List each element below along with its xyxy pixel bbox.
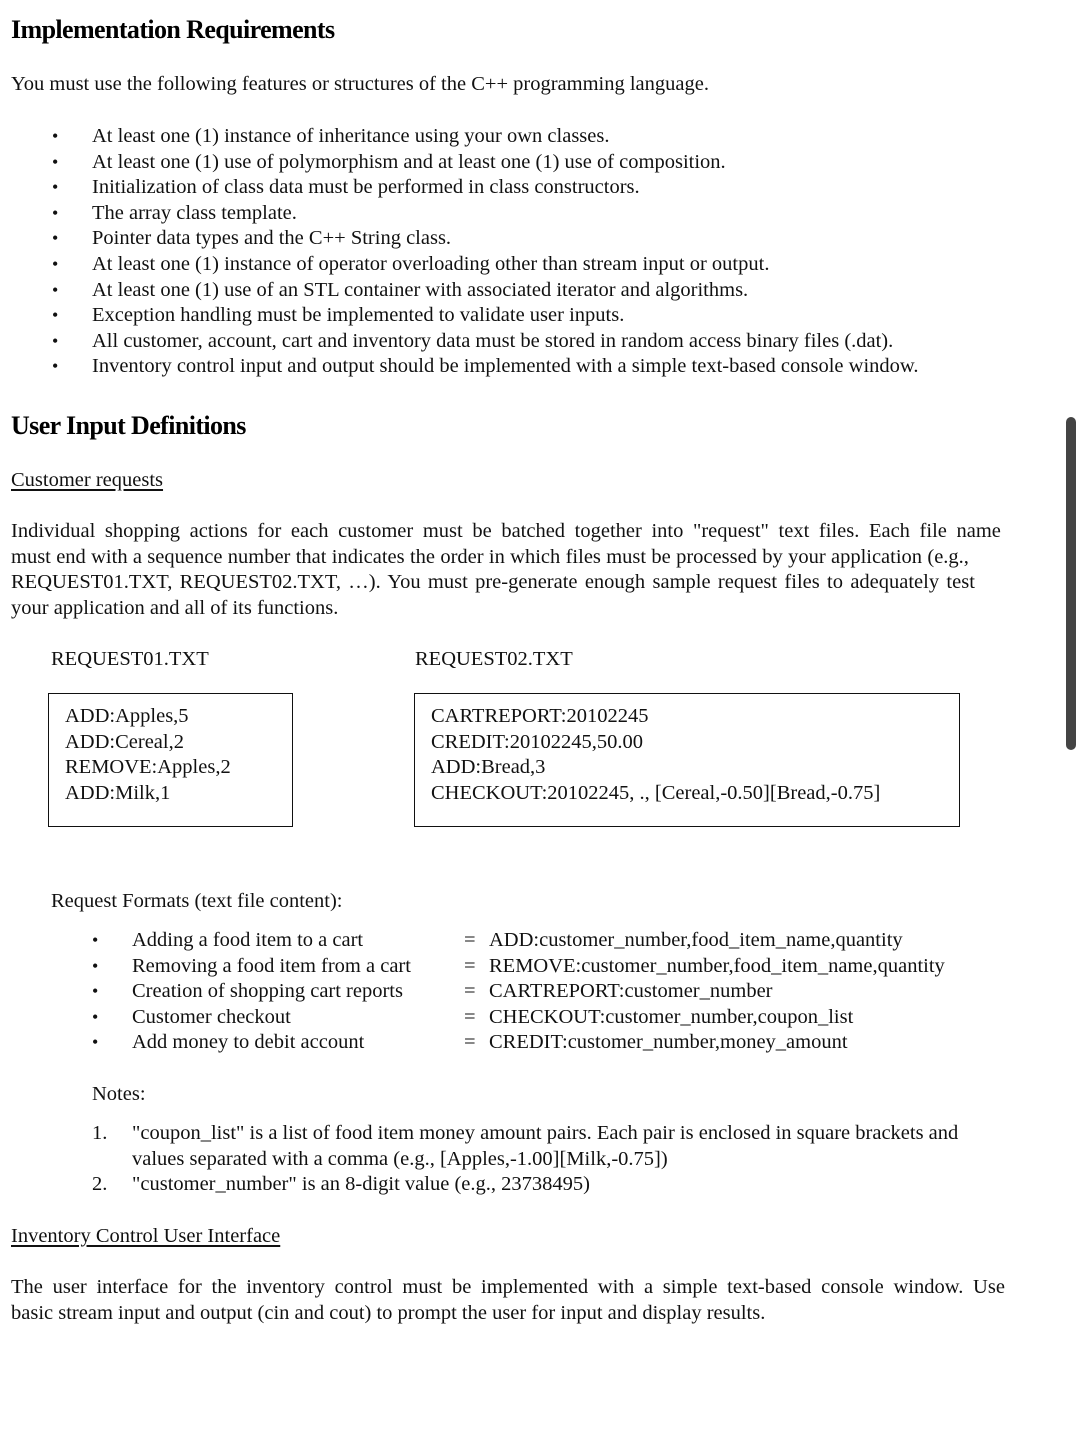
bullet-icon: • bbox=[52, 202, 59, 223]
implementation-requirements-list bbox=[52, 124, 1052, 380]
vertical-scrollbar-thumb[interactable] bbox=[1066, 417, 1076, 750]
heading-implementation-requirements: Implementation Requirements bbox=[11, 15, 335, 44]
list-item: • The array class template. bbox=[52, 201, 1052, 227]
request-line: ADD:Apples,5 bbox=[65, 705, 189, 727]
list-item: • At least one (1) use of polymorphism and at least one (1) use of composition. bbox=[52, 150, 1052, 176]
bullet-icon: • bbox=[92, 930, 99, 950]
request-line: ADD:Cereal,2 bbox=[65, 730, 184, 753]
bullet-icon: • bbox=[52, 356, 59, 377]
note-text: "coupon_list" is a list of food item money amount pairs. Each pair is enclosed in square brackets and bbox=[132, 1122, 959, 1144]
bullet-icon: • bbox=[52, 305, 59, 326]
bullet-icon: • bbox=[52, 330, 59, 351]
bullet-icon: • bbox=[52, 126, 59, 146]
format-row: • Creation of shopping cart reports = CARTREPORT:customer_number bbox=[92, 979, 1080, 1005]
list-item: • All customer, account, cart and inventory data must be stored in random access binary files (.dat). bbox=[52, 329, 1052, 355]
bullet-icon: • bbox=[52, 151, 59, 172]
list-item: • At least one (1) instance of operator overloading other than stream input or output. bbox=[52, 252, 1052, 278]
list-item: • At least one (1) use of an STL container with associated iterator and algorithms. bbox=[52, 278, 1052, 304]
notes-title: Notes: bbox=[92, 1083, 146, 1105]
note-text: "customer_number" is an 8-digit value (e.g., 23738495) bbox=[132, 1173, 590, 1196]
bullet-icon: • bbox=[52, 228, 59, 249]
notes-list bbox=[92, 1121, 1072, 1201]
heading-user-input-definitions: User Input Definitions bbox=[11, 411, 246, 440]
format-row: • Adding a food item to a cart = ADD:customer_number,food_item_name,quantity bbox=[92, 928, 1080, 954]
note-number: 2. bbox=[92, 1173, 108, 1196]
implementation-intro: You must use the following features or structures of the C++ programming language. bbox=[11, 73, 709, 95]
request-line: CHECKOUT:20102245, ., [Cereal,-0.50][Bread,-0.75] bbox=[431, 781, 881, 804]
bullet-icon: • bbox=[52, 177, 59, 198]
subheading-inventory-control-ui: Inventory Control User Interface bbox=[11, 1225, 281, 1247]
bullet-icon: • bbox=[92, 955, 99, 976]
request02-content-box bbox=[414, 693, 960, 827]
file-name-request02: REQUEST02.TXT bbox=[415, 648, 573, 670]
request-line: CARTREPORT:20102245 bbox=[431, 705, 649, 727]
list-item: • Inventory control input and output should be implemented with a simple text-based console window. bbox=[52, 354, 1052, 380]
request-line: REMOVE:Apples,2 bbox=[65, 756, 231, 779]
bullet-icon: • bbox=[52, 279, 59, 300]
list-item: • Exception handling must be implemented to validate user inputs. bbox=[52, 303, 1052, 329]
note-text: values separated with a comma (e.g., [Apples,-1.00][Milk,-0.75]) bbox=[132, 1147, 668, 1170]
bullet-icon: • bbox=[92, 1006, 99, 1027]
bullet-icon: • bbox=[92, 1032, 99, 1053]
bullet-icon: • bbox=[92, 981, 99, 1002]
customer-requests-paragraph: Individual shopping actions for each customer must be batched together into "request" text files. Each file name must end with a sequence number that indicates the order in which files must be processed by your application (e.g., REQUEST01.TXT, REQUEST02.TXT, …). You must pre-generate enough sample request files to adequately test your application and all of its functions. bbox=[11, 520, 1001, 619]
list-item: • Pointer data types and the C++ String class. bbox=[52, 226, 1052, 252]
request-formats-title: Request Formats (text file content): bbox=[51, 890, 343, 912]
inventory-ui-paragraph: The user interface for the inventory control must be implemented with a simple text-based console window. Use basic stream input and output (cin and cout) to prompt the user for input and display results. bbox=[11, 1276, 1005, 1324]
note-number: 1. bbox=[92, 1122, 108, 1144]
request-line: ADD:Milk,1 bbox=[65, 781, 171, 804]
file-name-request01: REQUEST01.TXT bbox=[51, 648, 209, 670]
list-item: • At least one (1) instance of inheritance using your own classes. bbox=[52, 124, 1052, 150]
request01-content-box bbox=[48, 693, 293, 827]
format-row: • Removing a food item from a cart = REMOVE:customer_number,food_item_name,quantity bbox=[92, 954, 1080, 980]
format-row: • Customer checkout = CHECKOUT:customer_number,coupon_list bbox=[92, 1005, 1080, 1031]
request-formats-list bbox=[92, 928, 1080, 1058]
subheading-customer-requests: Customer requests bbox=[11, 469, 164, 491]
request-line: ADD:Bread,3 bbox=[431, 756, 546, 779]
bullet-icon: • bbox=[52, 253, 59, 274]
list-item: • Initialization of class data must be performed in class constructors. bbox=[52, 175, 1052, 201]
format-row: • Add money to debit account = CREDIT:customer_number,money_amount bbox=[92, 1030, 1080, 1056]
request-line: CREDIT:20102245,50.00 bbox=[431, 730, 643, 753]
